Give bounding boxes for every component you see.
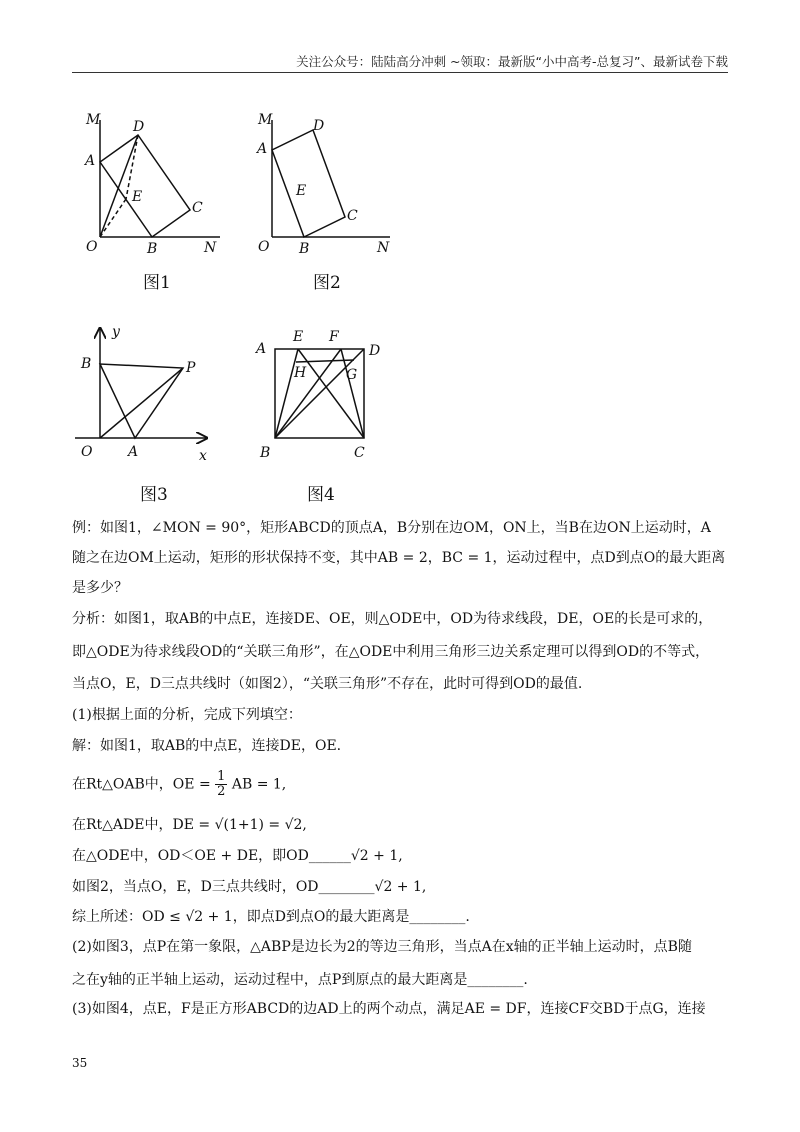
label-A: A — [257, 141, 268, 157]
text-line: 即△ODE为待求线段OD的“关联三角形”，在△ODE中利用三角形三边关系定理可以得到OD的不等式， — [72, 644, 710, 660]
label-A: A — [128, 444, 139, 460]
text-line: (1)根据上面的分析，完成下列填空： — [72, 707, 302, 723]
figure-1 — [80, 110, 230, 255]
text-line: 当点O，E，D三点共线时（如图2），“关联三角形”不存在，此时可得到OD的最值. — [72, 676, 583, 692]
label-D: D — [133, 119, 145, 135]
label-D: D — [369, 343, 381, 359]
label-B: B — [260, 445, 271, 461]
label-C: C — [347, 208, 358, 224]
figure-2 — [255, 110, 405, 255]
text-line: 随之在边OM上运动，矩形的形状保持不变，其中AB = 2，BC = 1，运动过程中，点D到点O的最大距离 — [72, 550, 726, 566]
figure-3-caption: 图3 — [140, 485, 168, 505]
label-G: G — [346, 367, 358, 383]
figure-2-caption: 图2 — [313, 273, 341, 293]
label-A: A — [85, 153, 96, 169]
label-x: x — [199, 448, 207, 464]
page-header: 关注公众号：陆陆高分冲刺 ~领取：最新版“小中高考-总复习”、最新试卷下载 — [296, 54, 728, 69]
figure-4 — [250, 325, 380, 465]
label-D: D — [313, 118, 325, 134]
fraction-numerator: 1 — [217, 769, 226, 784]
label-N: N — [377, 240, 390, 256]
label-O: O — [81, 444, 93, 460]
text-line: 如图2，当点O，E，D三点共线时，OD________√2 + 1, — [72, 879, 427, 895]
fraction-denominator: 2 — [217, 784, 226, 799]
label-F: F — [329, 329, 339, 345]
text-line: 是多少？ — [72, 580, 128, 596]
label-E: E — [296, 183, 307, 199]
label-B: B — [147, 241, 158, 257]
oe-equation-right: AB = 1, — [231, 776, 287, 793]
figure-4-caption: 图4 — [307, 485, 335, 505]
label-H: H — [294, 365, 307, 381]
oe-equation-left: 在Rt△OAB中，OE = — [72, 776, 211, 793]
label-C: C — [354, 445, 365, 461]
label-y: y — [112, 324, 120, 340]
fraction-one-half — [215, 770, 227, 799]
label-O: O — [258, 239, 270, 255]
label-B: B — [299, 241, 310, 257]
text-line: (3)如图4，点E，F是正方形ABCD的边AD上的两个动点，满足AE = DF，连接CF交BD于点G，连接 — [72, 1001, 706, 1017]
text-line: 之在y轴的正半轴上运动，运动过程中，点P到原点的最大距离是________. — [72, 972, 528, 988]
header-rule — [72, 72, 728, 73]
label-A: A — [256, 341, 267, 357]
figure-1-caption: 图1 — [143, 273, 171, 293]
text-line: 在△ODE中，OD＜OE + DE，即OD______√2 + 1, — [72, 848, 403, 864]
label-P: P — [186, 360, 196, 376]
text-line: (2)如图3，点P在第一象限，△ABP是边长为2的等边三角形，当点A在x轴的正半轴上运动时，点B随 — [72, 939, 692, 955]
label-E: E — [132, 189, 143, 205]
oe-equation — [72, 770, 732, 799]
label-O: O — [86, 239, 98, 255]
figure-3 — [75, 320, 220, 465]
label-M: M — [86, 112, 101, 128]
text-line: 例：如图1，∠MON = 90°，矩形ABCD的顶点A，B分别在边OM，ON上，当B在边ON上运动时，A — [72, 520, 711, 536]
text-line: 综上所述：OD ≤ √2 + 1，即点D到点O的最大距离是________. — [72, 909, 470, 925]
label-M: M — [258, 112, 273, 128]
label-C: C — [192, 200, 203, 216]
text-line: 解：如图1，取AB的中点E，连接DE，OE. — [72, 738, 342, 754]
label-E: E — [293, 329, 304, 345]
label-N: N — [204, 240, 217, 256]
page-number: 35 — [72, 1056, 88, 1070]
text-line: 在Rt△ADE中，DE = √(1+1) = √2, — [72, 817, 307, 833]
label-B: B — [81, 356, 92, 372]
text-line: 分析：如图1，取AB的中点E，连接DE、OE，则△ODE中，OD为待求线段，DE，OE的长是可求的， — [72, 611, 713, 627]
